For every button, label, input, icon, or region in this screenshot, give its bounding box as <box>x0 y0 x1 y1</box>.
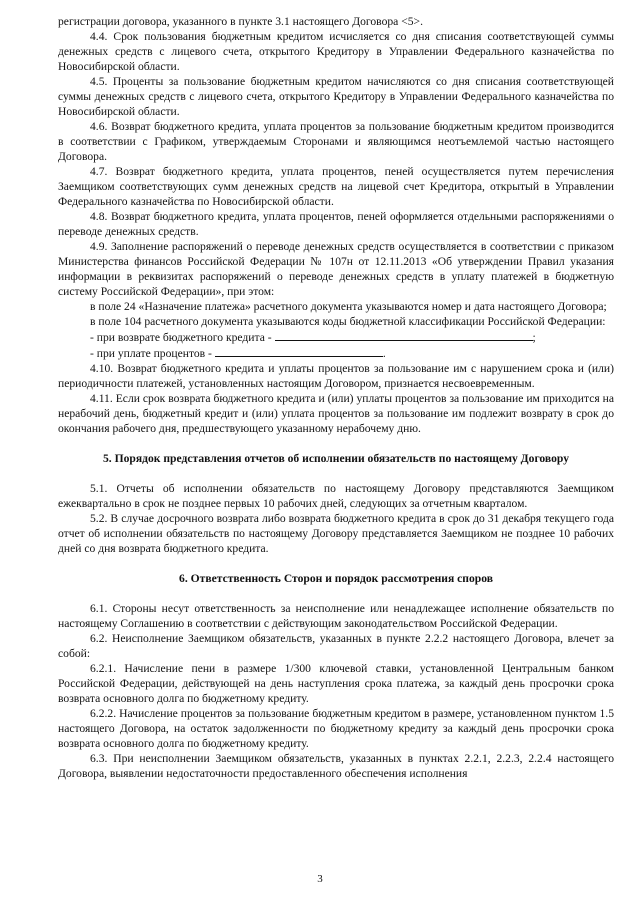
paragraph-6-2-2: 6.2.2. Начисление процентов за пользование бюджетным кредитом в размере, установленном пунктом 1.5 настоящего Договора, на остаток задолженности по бюджетному кредиту за каждый день просрочки срока возврата основного долга по бюджетному кредиту. <box>58 707 614 750</box>
paragraph-4-8: 4.8. Возврат бюджетного кредита, уплата процентов, пеней оформляется отдельными распоряжениями о переводе денежных средств. <box>58 210 614 238</box>
paragraph-5-2: 5.2. В случае досрочного возврата либо возврата бюджетного кредита в срок до 31 декабря текущего года отчет об исполнении обязательств по настоящему Договору представляется Заемщиком не позднее 10 рабочих дней со дня возврата бюджетного кредита. <box>58 512 614 555</box>
paragraph-5-1: 5.1. Отчеты об исполнении обязательств по настоящему Договору представляются Заемщиком ежеквартально в срок не позднее первых 10 рабочих дней, следующих за отчетным кварталом. <box>58 482 614 510</box>
paragraph-4-9: 4.9. Заполнение распоряжений о переводе денежных средств осуществляется в соответствии с приказом Министерства финансов Российской Федерации № 107н от 12.11.2013 «Об утверждении Правил указания информации в реквизитах распоряжений о переводе денежных средств в уплату платежей в бюджетную систему Российской Федерации», при этом: <box>58 240 614 298</box>
return-end: ; <box>532 331 536 344</box>
interest-code-blank <box>215 345 383 357</box>
paragraph-cont: регистрации договора, указанного в пункте 3.1 настоящего Договора <5>. <box>58 15 423 28</box>
paragraph-6-2: 6.2. Неисполнение Заемщиком обязательств, указанных в пункте 2.2.2 настоящего Договора, влечет за собой: <box>58 632 614 660</box>
paragraph-4-9-interest-line <box>58 345 614 361</box>
interest-end: . <box>382 347 386 360</box>
section-6-heading: 6. Ответственность Сторон и порядок рассмотрения споров <box>179 572 493 585</box>
return-code-blank <box>275 329 533 341</box>
paragraph-6-3: 6.3. При неисполнении Заемщиком обязательств, указанных в пунктах 2.2.1, 2.2.3, 2.2.4 настоящего Договора, выявлении недостаточности предоставленного обеспечения исполнения <box>58 752 614 780</box>
paragraph-6-1: 6.1. Стороны несут ответственность за неисполнение или ненадлежащее исполнение обязательств по настоящему Соглашению в соответствии с действующим законодательством Российской Федерации. <box>58 602 614 630</box>
section-5-heading: 5. Порядок представления отчетов об исполнении обязательств по настоящему Договору <box>102 452 570 465</box>
interest-label: - при уплате процентов - <box>90 347 215 360</box>
paragraph-4-9-field-24: в поле 24 «Назначение платежа» расчетного документа указываются номер и дата настоящего Договора; <box>90 300 607 313</box>
paragraph-4-9-field-104: в поле 104 расчетного документа указываются коды бюджетной классификации Российской Федерации: <box>90 315 606 328</box>
paragraph-4-9-return-line <box>58 329 614 345</box>
paragraph-4-11: 4.11. Если срок возврата бюджетного кредита и (или) уплаты процентов за пользование им приходится на нерабочий день, бюджетный кредит и (или) уплата процентов за пользование им подлежит возврату в срок до окончания рабочего дня, предшествующего указанному нерабочему дню. <box>58 392 614 435</box>
page-number: 3 <box>317 873 323 885</box>
paragraph-4-10: 4.10. Возврат бюджетного кредита и уплаты процентов за пользование им с нарушением срока и (или) периодичности платежей, установленных настоящим Договором, признается несвоевременным. <box>58 362 614 390</box>
paragraph-4-4: 4.4. Срок пользования бюджетным кредитом исчисляется со дня списания соответствующей суммы денежных средств с лицевого счета, открытого Кредитору в Управлении Федерального казначейства по Новосибирской области. <box>58 30 614 73</box>
return-label: - при возврате бюджетного кредита - <box>90 331 275 344</box>
paragraph-6-2-1: 6.2.1. Начисление пени в размере 1/300 ключевой ставки, установленной Центральным банком Российской Федерации, действующей на день наступления срока платежа, за каждый день просрочки срока возврата основного долга по бюджетному кредиту. <box>58 662 614 705</box>
paragraph-4-5: 4.5. Проценты за пользование бюджетным кредитом начисляются со дня списания соответствующей суммы денежных средств с лицевого счета, открытого Кредитору в Управлении Федерального казначейства по Новосибирской области. <box>58 75 614 118</box>
paragraph-4-7: 4.7. Возврат бюджетного кредита, уплата процентов, пеней осуществляется путем перечисления Заемщиком соответствующих сумм денежных средств на лицевой счет Кредитора, открытый в Управлении Федерального казначейства по Новосибирской области. <box>58 165 614 208</box>
paragraph-4-6: 4.6. Возврат бюджетного кредита, уплата процентов за пользование бюджетным кредитом производится в соответствии с Графиком, утверждаемым Сторонами и являющимся неотъемлемой частью настоящего Договора. <box>58 120 614 163</box>
